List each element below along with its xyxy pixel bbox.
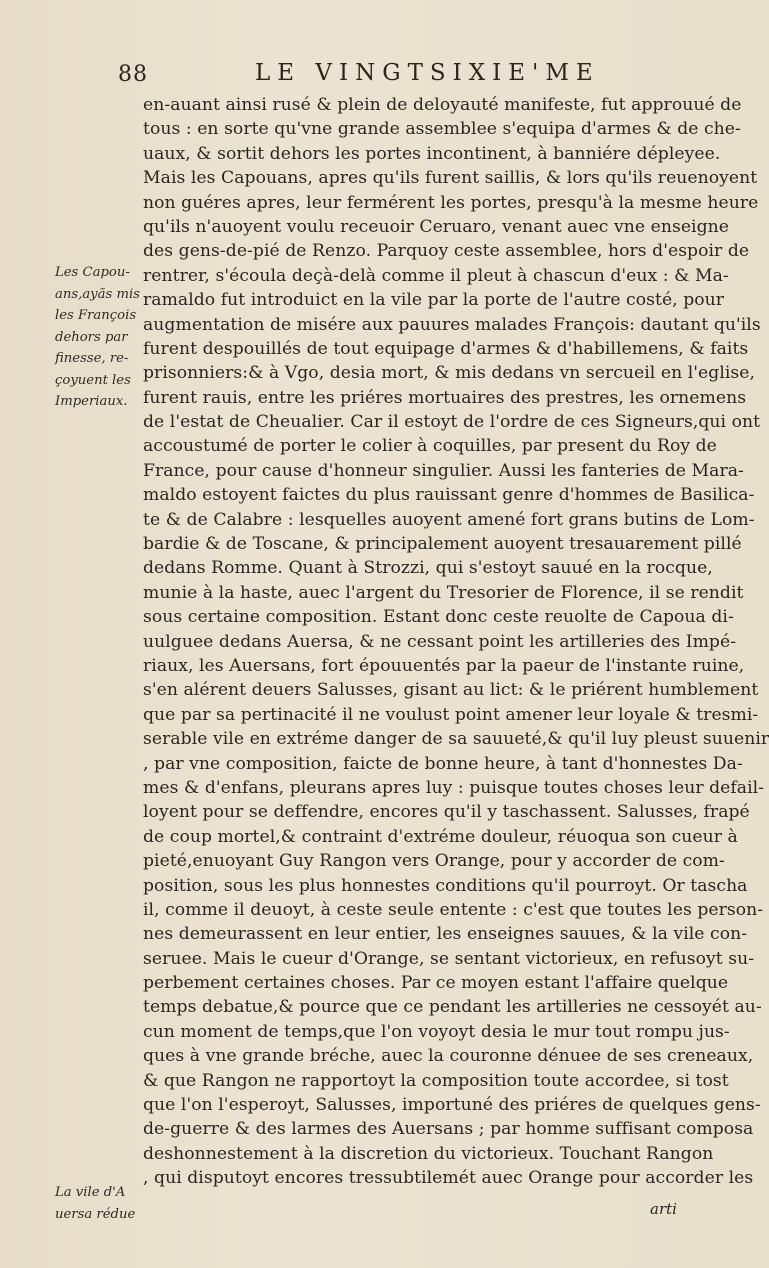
text-line: furent rauis, entre les priéres mortuaires des prestres, les ornemens — [143, 387, 747, 408]
text-line: que l'on l'esperoyt, Salusses, importuné des priéres de quelques gens- — [143, 1095, 761, 1116]
text-line: ques à vne grande bréche, auec la couronne dénuee de ses creneaux, — [143, 1046, 754, 1067]
text-line: Mais les Capouans, apres qu'ils furent saillis, & lors qu'ils reuenoyent — [143, 168, 758, 189]
margin-note-capouans — [55, 262, 139, 413]
margin-note-line: Imperiaux. — [55, 394, 128, 409]
text-line: deshonnestement à la discretion du victorieux. Touchant Rangon — [143, 1143, 714, 1164]
margin-note-line: çoyuent les — [55, 372, 131, 388]
text-line: que par sa pertinacité il ne voulust point amener leur loyale & tresmi- — [143, 704, 759, 725]
text-line: pieté,enuoyant Guy Rangon vers Orange, pour y accorder de com- — [143, 851, 725, 872]
text-line: qu'ils n'auoyent voulu receuoir Ceruaro, venant auec vne enseigne — [143, 216, 729, 237]
margin-note-line: Les Capou- — [55, 265, 130, 280]
catchword: arti — [650, 1200, 677, 1218]
text-line: , qui disputoyt encores tressubtilemét auec Orange pour accorder les — [143, 1168, 754, 1189]
text-line: nes demeurassent en leur entier, les enseignes sauues, & la vile con- — [143, 924, 748, 945]
text-line: prisonniers:& à Vgo, desia mort, & mis dedans vn sercueil en l'eglise, — [143, 363, 756, 384]
text-line: s'en alérent deuers Salusses, gisant au lict: & le priérent humblement — [143, 680, 759, 701]
margin-note-line: uersa rédue — [55, 1206, 136, 1222]
text-line: de-guerre & des larmes des Auersans ; par homme suffisant composa — [143, 1119, 754, 1140]
margin-note-line: ans,ayãs mis — [55, 286, 140, 302]
text-line: position, sous les plus honnestes conditions qu'il pourroyt. Or tascha — [143, 875, 748, 896]
text-line: , par vne composition, faicte de bonne heure, à tant d'honnestes Da- — [143, 753, 743, 774]
text-line: de coup mortel,& contraint d'extréme douleur, réuoqua son cueur à — [143, 826, 738, 847]
page-header — [0, 52, 700, 92]
text-line: tous : en sorte qu'vne grande assemblee s'equipa d'armes & de che- — [143, 119, 741, 140]
text-line: riaux, les Auersans, fort épouuentés par la paeur de l'instante ruine, — [143, 655, 745, 676]
text-line: de l'estat de Cheualier. Car il estoyt de l'ordre de ces Signeurs,qui ont — [143, 412, 761, 433]
text-line: te & de Calabre : lesquelles auoyent amené fort grans butins de Lom- — [143, 509, 755, 530]
text-line: furent despouillés de tout equipage d'armes & d'habillemens, & faits — [143, 338, 749, 359]
text-line: France, pour cause d'honneur singulier. Aussi les fanteries de Mara- — [143, 460, 744, 481]
text-line: augmentation de misére aux pauures malades François: dautant qu'ils — [143, 314, 761, 335]
text-line: sous certaine composition. Estant donc ceste reuolte de Capoua di- — [143, 607, 734, 628]
text-line: accoustumé de porter le colier à coquilles, par present du Roy de — [143, 436, 717, 457]
text-line: seruee. Mais le cueur d'Orange, se sentant victorieux, en refusoyt su- — [143, 948, 755, 969]
text-line: ramaldo fut introduict en la vile par la porte de l'autre costé, pour — [143, 290, 725, 311]
running-title: LE VINGTSIXIE'ME — [255, 60, 600, 86]
text-line: des gens-de-pié de Renzo. Parquoy ceste assemblee, hors d'espoir de — [143, 241, 750, 262]
text-line: dedans Romme. Quant à Strozzi, qui s'estoyt sauué en la rocque, — [143, 558, 713, 579]
text-line: uaux, & sortit dehors les portes incontinent, à banniére dépleyee. — [143, 143, 721, 164]
text-line: loyent pour se deffendre, encores qu'il y taschassent. Salusses, frapé — [143, 802, 750, 823]
text-line: il, comme il deuoyt, à ceste seule entente : c'est que toutes les person- — [143, 899, 764, 920]
text-line: maldo estoyent faictes du plus rauissant genre d'hommes de Basilica- — [143, 485, 755, 506]
text-line: rentrer, s'écoula deçà-delà comme il pleut à chascun d'eux : & Ma- — [143, 265, 729, 286]
text-line: munie à la haste, auec l'argent du Tresorier de Florence, il se rendit — [143, 582, 744, 603]
margin-note-line: les François — [55, 308, 137, 323]
text-line: & que Rangon ne rapportoyt la composition toute accordee, si tost — [143, 1070, 729, 1091]
main-text — [143, 93, 769, 1191]
text-line: non guéres apres, leur fermérent les portes, presqu'à la mesme heure — [143, 192, 759, 213]
text-line: serable vile en extréme danger de sa sauueté,& qu'il luy pleust suuenir — [143, 729, 769, 750]
margin-note-auersa — [55, 1182, 139, 1225]
margin-note-line: La vile d'A — [55, 1185, 126, 1200]
page-number: 88 — [118, 62, 148, 87]
margin-note-line: finesse, re- — [55, 351, 129, 366]
text-line: mes & d'enfans, pleurans apres luy : puisque toutes choses leur defail- — [143, 777, 765, 798]
text-line: perbement certaines choses. Par ce moyen estant l'affaire quelque — [143, 973, 729, 994]
text-line: temps debatue,& pource que ce pendant les artilleries ne cessoyét au- — [143, 997, 762, 1018]
margin-note-line: dehors par — [55, 329, 128, 345]
text-line: en-auant ainsi rusé & plein de deloyauté manifeste, fut approuué de — [143, 95, 742, 115]
text-line: bardie & de Toscane, & principalement auoyent tresauarement pillé — [143, 534, 742, 555]
text-line: cun moment de temps,que l'on voyoyt desia le mur tout rompu jus- — [143, 1021, 730, 1042]
text-line: uulguee dedans Auersa, & ne cessant point les artilleries des Impé- — [143, 631, 737, 652]
